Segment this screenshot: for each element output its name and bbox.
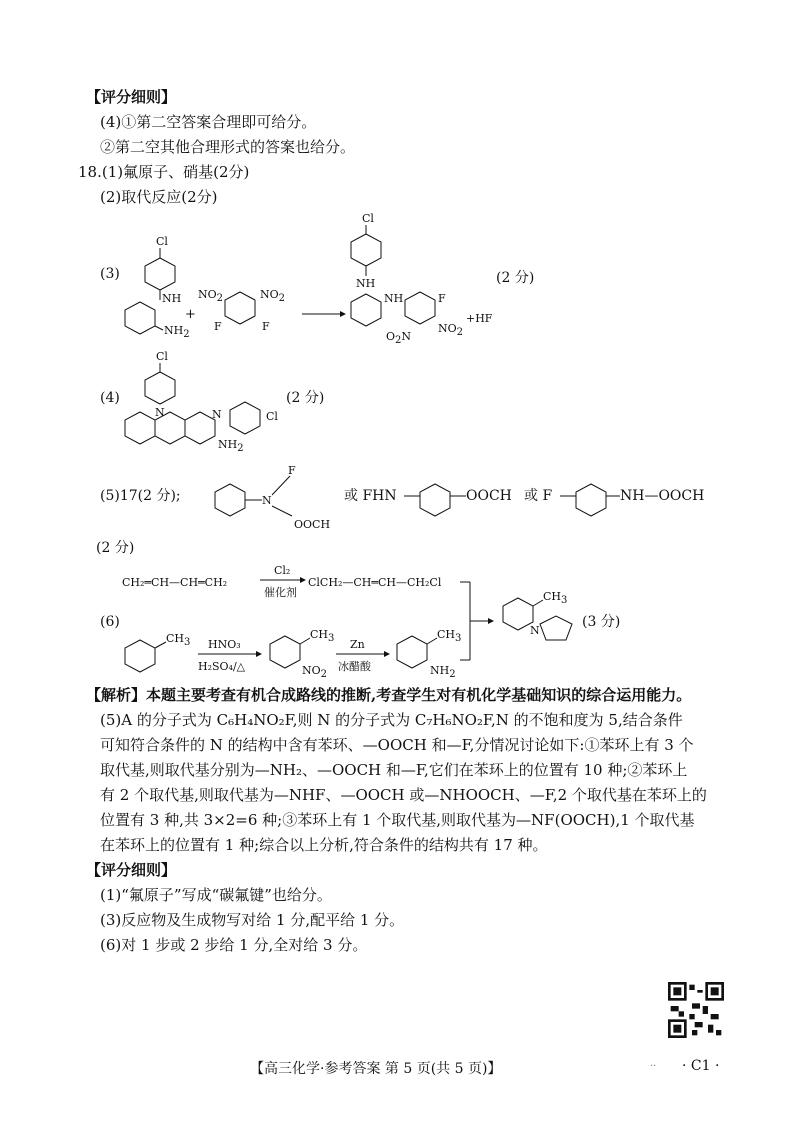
benzene-ring bbox=[397, 636, 427, 668]
criteria-item: (3)反应物及生成物写对给 1 分,配平给 1 分。 bbox=[100, 911, 405, 929]
part3-label: (3) bbox=[100, 266, 120, 282]
benzene-ring bbox=[230, 402, 260, 434]
cl-label: Cl bbox=[266, 410, 278, 423]
catalyst-reagent: 催化剂 bbox=[264, 586, 297, 599]
analysis-line: 可知符合条件的 N 的结构中含有苯环、—OOCH 和—F,分情况讨论如下:①苯环上有 3 个 bbox=[100, 736, 694, 754]
benzene-ring bbox=[215, 484, 245, 516]
n-label: N bbox=[155, 406, 165, 419]
h2so4-reagent: H₂SO₄/△ bbox=[198, 660, 246, 673]
criteria-heading-1: 【评分细则】 bbox=[86, 88, 177, 106]
acetic-reagent: 冰醋酸 bbox=[338, 660, 371, 673]
footer-dots: .. bbox=[650, 1058, 657, 1069]
analysis-line: 位置有 3 种,共 3×2=6 种;③苯环上有 1 个取代基,则取代基为—NF(OOCH),1 个取代基 bbox=[100, 811, 695, 829]
nh-label: NH bbox=[384, 292, 404, 305]
ch3-label: CH3 bbox=[437, 628, 462, 644]
o2n-label: O2N bbox=[386, 330, 412, 346]
benzene-ring bbox=[351, 294, 381, 326]
analysis-line: 取代基,则取代基分别为—NH₂、—OOCH 和—F,它们在苯环上的位置有 10 种;②苯环上 bbox=[100, 761, 688, 779]
benzene-ring bbox=[270, 636, 300, 668]
part3-score: (2 分) bbox=[496, 270, 535, 286]
cl-label: Cl bbox=[156, 350, 168, 363]
criteria-item-4-1: (4)①第二空答案合理即可给分。 bbox=[100, 113, 317, 131]
part6-score: (3 分) bbox=[582, 614, 621, 630]
dichloro-product: ClCH₂—CH═CH—CH₂Cl bbox=[308, 576, 442, 589]
or-fhn: 或 FHN bbox=[344, 488, 397, 504]
analysis-line: (5)A 的分子式为 C₆H₄NO₂F,则 N 的分子式为 C₇H₆NO₂F,N 的不饱和度为 5,结合条件 bbox=[100, 711, 683, 729]
benzene-ring bbox=[145, 258, 175, 290]
footer-center: 【高三化学·参考答案 第 5 页(共 5 页)】 bbox=[250, 1061, 502, 1077]
benzene-ring bbox=[125, 640, 155, 672]
nh2-label: NH2 bbox=[430, 664, 456, 680]
benzene-ring bbox=[576, 484, 606, 516]
analysis-heading: 【解析】本题主要考查有机合成路线的推断,考查学生对有机化学基础知识的综合运用能力。 bbox=[86, 686, 692, 704]
no2-label: NO2 bbox=[260, 288, 286, 304]
ooch-1: OOCH bbox=[466, 488, 512, 504]
butadiene: CH₂═CH—CH═CH₂ bbox=[122, 576, 228, 589]
nh2-label: NH2 bbox=[164, 324, 190, 340]
nh-label: NH bbox=[162, 292, 182, 305]
part4-score: (2 分) bbox=[286, 390, 325, 406]
benzene-ring bbox=[125, 302, 155, 334]
benzene-ring bbox=[185, 412, 215, 444]
benzene-ring bbox=[351, 234, 381, 266]
part6-label: (6) bbox=[100, 614, 120, 630]
benzene-ring bbox=[503, 598, 533, 630]
benzene-ring bbox=[405, 292, 435, 324]
analysis-line: 有 2 个取代基,则取代基为—NHF、—OOCH 或—NHOOCH、—F,2 个取代基在苯环上的 bbox=[100, 786, 707, 804]
criteria-item: (1)“氟原子”写成“碳氟键”也给分。 bbox=[100, 886, 332, 904]
f-label: F bbox=[438, 292, 446, 305]
f-label: F bbox=[288, 464, 296, 477]
benzene-ring bbox=[420, 484, 450, 516]
no2-label: NO2 bbox=[438, 322, 464, 338]
nh-label: NH bbox=[356, 277, 376, 290]
part5-prefix: (5)17(2 分); bbox=[100, 488, 181, 504]
cl-label: Cl bbox=[156, 235, 168, 248]
benzene-ring bbox=[125, 412, 155, 444]
hno3-reagent: HNO₃ bbox=[208, 638, 241, 651]
hf-label: +HF bbox=[466, 312, 493, 325]
part5-score: (2 分) bbox=[96, 540, 135, 556]
footer-code: · C1 · bbox=[682, 1058, 720, 1074]
cl2-reagent: Cl₂ bbox=[274, 564, 291, 577]
nh-ooch: NH—OOCH bbox=[620, 488, 705, 504]
part4-label: (4) bbox=[100, 390, 120, 406]
criteria-heading-2: 【评分细则】 bbox=[86, 861, 177, 879]
criteria-item: (6)对 1 步或 2 步给 1 分,全对给 3 分。 bbox=[100, 936, 368, 954]
analysis-line: 在苯环上的位置有 1 种;综合以上分析,符合条件的结构共有 17 种。 bbox=[100, 836, 548, 854]
zn-reagent: Zn bbox=[350, 638, 365, 651]
pyrroline-ring bbox=[540, 616, 572, 640]
no2-label: NO2 bbox=[302, 664, 328, 680]
ch3-label: CH3 bbox=[543, 590, 568, 606]
ch3-label: CH3 bbox=[310, 628, 335, 644]
benzene-ring bbox=[225, 292, 255, 324]
cl-label: Cl bbox=[362, 212, 374, 225]
f-label: F bbox=[214, 320, 222, 333]
n-label: N bbox=[212, 408, 222, 421]
no2-label: NO2 bbox=[198, 288, 224, 304]
qr-code bbox=[668, 982, 724, 1038]
benzene-ring bbox=[145, 372, 175, 404]
criteria-item-4-2: ②第二空其他合理形式的答案也给分。 bbox=[100, 138, 356, 156]
answer-18-1: 18.(1)氟原子、硝基(2分) bbox=[78, 163, 250, 181]
or-f: 或 F bbox=[524, 488, 553, 504]
plus-sign: + bbox=[185, 307, 196, 322]
ch3-label: CH3 bbox=[166, 632, 191, 648]
answer-18-2: (2)取代反应(2分) bbox=[100, 188, 218, 206]
n-label: N bbox=[530, 624, 540, 637]
ooch-label: OOCH bbox=[294, 518, 331, 531]
nh2-label: NH2 bbox=[218, 438, 244, 454]
n-label: N bbox=[262, 494, 272, 507]
f-label: F bbox=[262, 320, 270, 333]
